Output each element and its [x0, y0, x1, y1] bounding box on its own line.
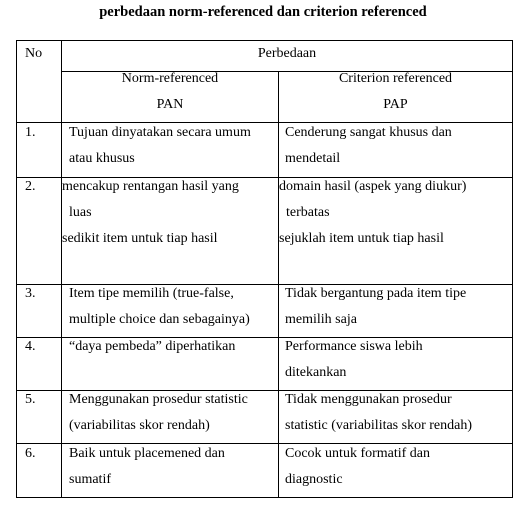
- row-1-criterion: [285, 120, 511, 172]
- header-criterion: [279, 66, 512, 118]
- row-4-norm: [69, 334, 277, 360]
- row-2-norm-line1: mencakup rentangan hasil yang: [62, 179, 239, 194]
- row-1-norm: [69, 120, 277, 172]
- row-5-no: 5.: [25, 392, 36, 407]
- row-3-criterion-line2: memilih saja: [285, 312, 357, 327]
- row-3-no: 3.: [25, 286, 36, 301]
- row-5-norm-line1: Menggunakan prosedur statistic: [69, 392, 248, 407]
- row-5-criterion-line2: statistic (variabilitas skor rendah): [285, 418, 472, 433]
- header-no: No: [25, 46, 43, 61]
- row-6-criterion-line2: diagnostic: [285, 472, 343, 487]
- row-1-criterion-line1: Cenderung sangat khusus dan: [285, 125, 452, 140]
- row-4-no: 4.: [25, 339, 36, 354]
- header-norm-line2: PAN: [156, 97, 184, 112]
- header-criterion-line1: Criterion referenced: [338, 71, 453, 86]
- row-2-criterion-line1: domain hasil (aspek yang diukur): [279, 179, 467, 194]
- row-2-norm: [62, 174, 278, 252]
- row-5-norm-line2: (variabilitas skor rendah): [69, 418, 210, 433]
- document-title: perbedaan norm-referenced dan criterion referenced: [99, 4, 427, 20]
- row-6-norm: [69, 441, 277, 493]
- row-3-norm: [69, 281, 277, 333]
- header-norm: [62, 66, 278, 118]
- comparison-table: [16, 40, 513, 498]
- row-1-criterion-line2: mendetail: [285, 151, 341, 166]
- row-4-norm-line1: “daya pembeda” diperhatikan: [69, 339, 236, 354]
- row-2-criterion-line2: terbatas: [286, 205, 330, 220]
- row-6-criterion-line1: Cocok untuk formatif dan: [285, 446, 431, 461]
- row-3-criterion: [285, 281, 511, 333]
- row-4-criterion: [285, 334, 511, 386]
- header-norm-line1: Norm-referenced: [121, 71, 219, 86]
- header-criterion-line2: PAP: [383, 97, 408, 112]
- row-2-criterion-line3: sejuklah item untuk tiap hasil: [279, 231, 444, 246]
- row-2-norm-line3: sedikit item untuk tiap hasil: [62, 231, 218, 246]
- row-2-criterion: [279, 174, 512, 252]
- row-1-norm-line1: Tujuan dinyatakan secara umum: [69, 125, 251, 140]
- row-4-criterion-line1: Performance siswa lebih: [285, 339, 423, 354]
- row-6-no: 6.: [25, 446, 36, 461]
- row-6-criterion: [285, 441, 511, 493]
- row-6-norm-line1: Baik untuk placemened dan: [69, 446, 225, 461]
- row-5-criterion: [285, 387, 511, 439]
- header-group: Perbedaan: [257, 46, 317, 61]
- row-2-no: 2.: [25, 179, 36, 194]
- row-1-norm-line2: atau khusus: [69, 151, 135, 166]
- row-3-norm-line1: Item tipe memilih (true-false,: [69, 286, 234, 301]
- row-5-norm: [69, 387, 277, 439]
- row-3-norm-line2: multiple choice dan sebagainya): [69, 312, 250, 327]
- row-2-norm-line2: luas: [69, 205, 92, 220]
- row-6-norm-line2: sumatif: [69, 472, 111, 487]
- row-3-criterion-line1: Tidak bergantung pada item tipe: [285, 286, 467, 301]
- row-5-criterion-line1: Tidak menggunakan prosedur: [285, 392, 452, 407]
- row-1-no: 1.: [25, 125, 36, 140]
- row-4-criterion-line2: ditekankan: [285, 365, 347, 380]
